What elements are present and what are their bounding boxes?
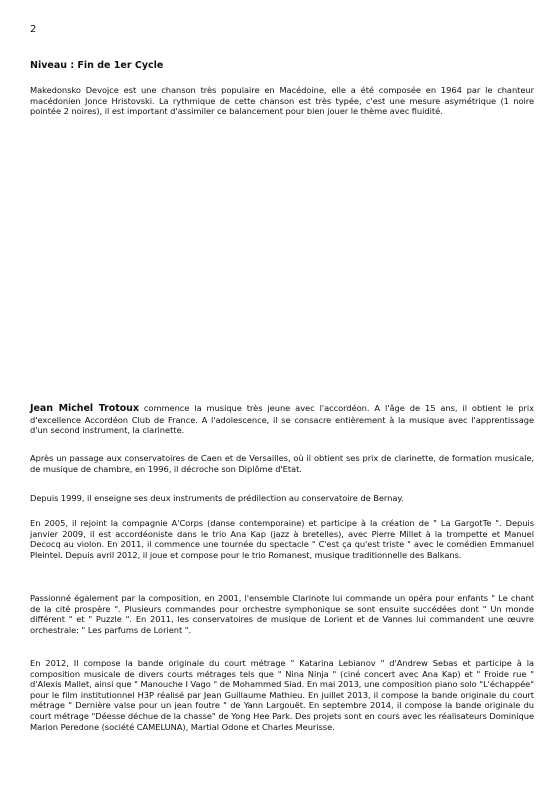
biography-paragraph-3: Depuis 1999, il enseigne ses deux instruments de prédilection au conservatoire de Bernay.: [30, 493, 404, 503]
level-heading: Niveau : Fin de 1er Cycle: [30, 60, 164, 71]
biography-paragraph-5: Passionné également par la composition, en 2001, l'ensemble Clarinote lui commande un opéra pour enfants " Le chant de la cité prospère ". Plusieurs commandes pour orchestre symphonique se sont ensuite succédées dont " Un monde différent " et " Puzzle ". En 2011, les conservatoires de musique de Lorient et de Vannes lui commandent une œuvre orchestrale: " Les parfums de Lorient ".: [30, 593, 534, 635]
biography-paragraph-1-text: commence la musique très jeune avec l'accordéon. A l'âge de 15 ans, il obtient le prix d'excellence Accordéon Club de France. A l'adolescence, il se consacre entièrement à la musique avec l'apprentissage d'un second instrument, la clarinette.: [30, 403, 534, 436]
biography-paragraph-4: En 2005, il rejoint la compagnie A'Corps (danse contemporaine) et participe à la création de " La GargotTe ". Depuis janvier 2009, il est accordéoniste dans le trio Ana Kap (jazz à bretelles), avec Pierre Millet à la trompette et Manuel Decocq au violon. En 2011, il commence une tournée du spectacle " C'est ça qu'est triste " avec le comédien Emmanuel Pleintel. Depuis avril 2012, il joue et compose pour le trio Romanest, musique traditionnelle des Balkans.: [30, 518, 534, 560]
intro-paragraph: Makedonsko Devojce est une chanson très populaire en Macédoine, elle a été composée en 1964 par le chanteur macédonien Jonce Hristovski. La rythmique de cette chanson est très typée, c'est une mesure asymétrique (1 noire pointée 2 noires), il est important d'assimiler ce balancement pour bien jouer le thème avec fluidité.: [30, 85, 534, 117]
composer-name: Jean Michel Trotoux: [30, 403, 139, 414]
page-number: 2: [30, 24, 37, 35]
biography-paragraph-6: En 2012, Il compose la bande originale du court métrage " Katarina Lebianov " d'Andrew Sebas et participe à la composition musicale de divers courts métrages tels que " Nina Ninja " (ciné concert avec Ana Kap) et " Froide rue " d'Alexis Mallet, ainsi que " Manouche I Vago " de Mohammed Siad. En mai 2013, une composition piano solo "L'échappée" pour le film institutionnel H3P réalisé par Jean Guillaume Mathieu. En juillet 2013, il compose la bande originale du court métrage " Dernière valse pour un jean foutre " de Yann Largouët. En septembre 2014, il compose la bande originale du court métrage "Déesse déchue de la chasse" de Yong Hee Park. Des projets sont en cours avec les réalisateurs Dominique Marion Peredone (société CAMELUNA), Martial Odone et Charles Meurisse.: [30, 658, 534, 732]
biography-paragraph-1: [30, 403, 534, 436]
biography-paragraph-2: Après un passage aux conservatoires de Caen et de Versailles, où il obtient ses prix de clarinette, de formation musicale, de musique de chambre, en 1996, il décroche son Diplôme d'Etat.: [30, 453, 534, 474]
